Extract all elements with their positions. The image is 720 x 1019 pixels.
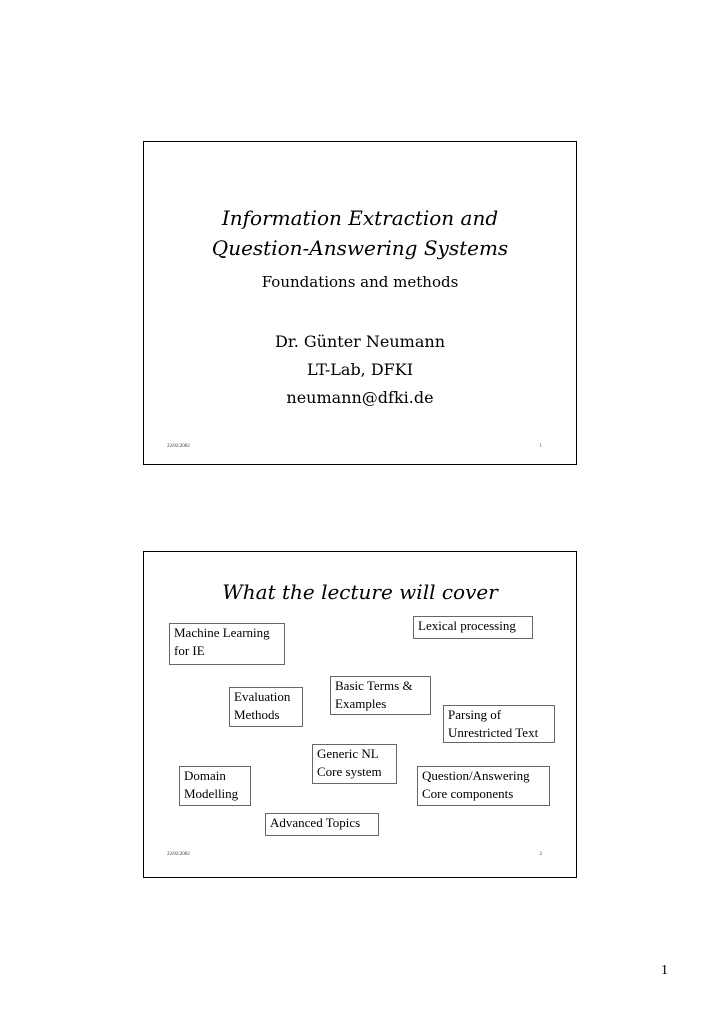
author-name: Dr. Günter Neumann (274, 332, 445, 351)
topic-line: Parsing of (448, 707, 502, 722)
topic-box-generic-nl-core (312, 744, 397, 784)
topic-line: Basic Terms & (335, 678, 413, 693)
slide-footer-date: 22/02/2002 (167, 444, 190, 449)
topic-box-domain-modelling (179, 766, 251, 806)
topic-line: Evaluation (234, 689, 291, 704)
page-number: 1 (661, 963, 668, 978)
slide-title-line-1: Information Extraction and (221, 206, 499, 230)
topic-box-basic-terms (330, 676, 431, 715)
topic-line: Core components (422, 786, 514, 801)
author-email: neumann@dfki.de (286, 388, 434, 407)
topic-line: Domain (184, 768, 226, 783)
topic-line: Methods (234, 707, 280, 722)
slide-subtitle: Foundations and methods (261, 273, 459, 291)
topic-line: Modelling (184, 786, 239, 801)
topic-box-question-answering (417, 766, 550, 806)
topic-box-machine-learning (169, 623, 285, 665)
topic-box-advanced-topics (265, 813, 379, 836)
slide-title-line-2: Question-Answering Systems (211, 236, 509, 260)
topic-line: Question/Answering (422, 768, 530, 783)
slide-title (143, 141, 577, 465)
topic-box-parsing (443, 705, 555, 743)
topic-box-evaluation-methods (229, 687, 303, 727)
slide-footer-date: 22/02/2002 (167, 852, 190, 857)
slide-footer-number: 1 (539, 444, 542, 449)
topic-line: Machine Learning (174, 625, 270, 640)
topic-line: for IE (174, 643, 205, 658)
topic-line: Lexical processing (418, 618, 516, 633)
topic-box-lexical-processing (413, 616, 533, 639)
topic-line: Core system (317, 764, 382, 779)
slide-footer-number: 2 (539, 852, 542, 857)
slide-lecture-overview (143, 551, 577, 878)
topic-line: Advanced Topics (270, 815, 361, 830)
slide-heading: What the lecture will cover (222, 580, 498, 604)
topic-line: Unrestricted Text (448, 725, 539, 740)
topic-line: Generic NL (317, 746, 379, 761)
topic-line: Examples (335, 696, 387, 711)
author-affiliation: LT-Lab, DFKI (306, 360, 414, 379)
